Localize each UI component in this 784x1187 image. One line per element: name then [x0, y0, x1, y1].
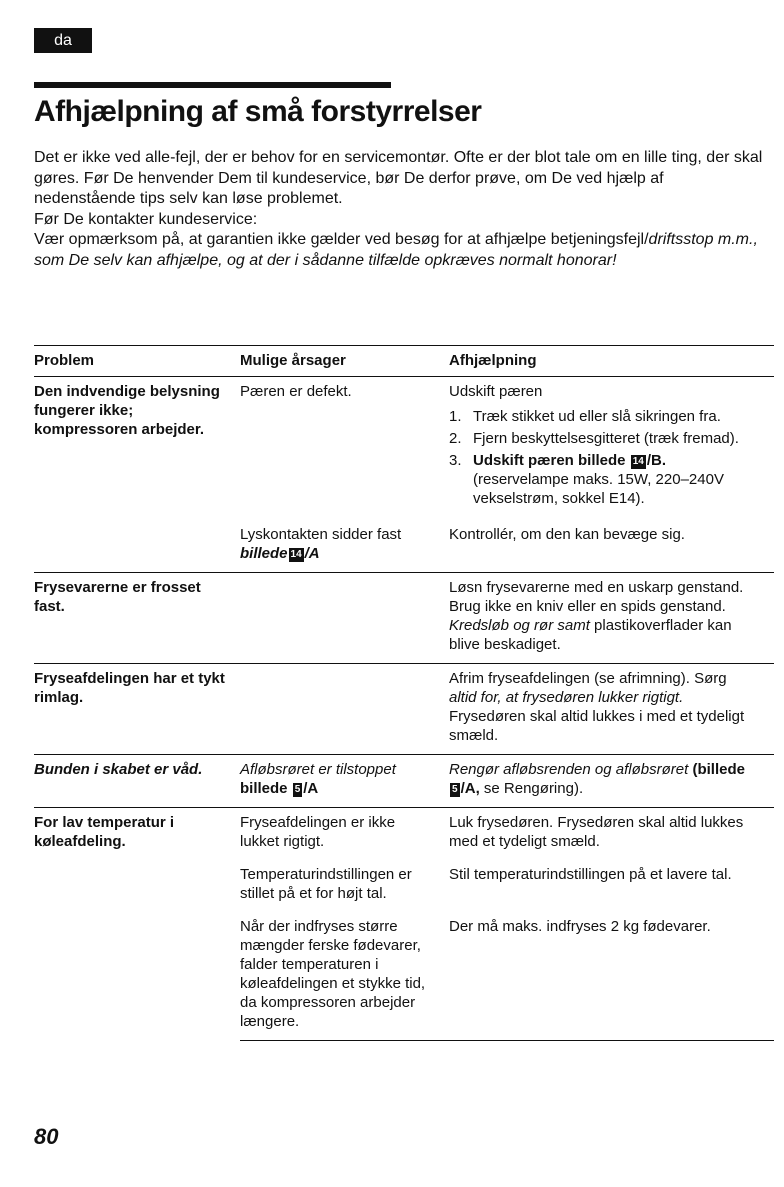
cause-cell [240, 520, 449, 573]
figure-ref-suffix: /A [303, 780, 319, 797]
cause-cell [240, 573, 449, 664]
remedy-cell: Stil temperaturindstillingen på et lavere tal. [449, 866, 732, 883]
cause-cell: Temperaturindstillingen er stillet på et for højt tal. [240, 866, 412, 902]
troubleshooting-table [34, 345, 774, 1041]
step-number: 3. [449, 452, 462, 469]
cause-cell: Når der indfryses større mængder ferske fødevarer, falder temperaturen i køleafdelingen et stykke tid, da kompressoren arbejder længere. [240, 912, 449, 1041]
step-text-group [473, 451, 760, 508]
column-header-remedy: Afhjælpning [449, 346, 774, 377]
language-badge: da [34, 28, 92, 53]
figure-ref-suffix: /A [304, 545, 320, 562]
table-row [34, 808, 774, 861]
remedy-text: plastikoverflader kan blive beskadiget. [449, 617, 732, 653]
step-text: Udskift pæren billede [473, 452, 626, 469]
table-row [34, 664, 774, 755]
page-number: 80 [34, 1124, 59, 1149]
remedy-text-italic: altid for, at frysedøren lukker rigtigt. [449, 689, 684, 706]
cause-cell [240, 755, 449, 808]
remedy-text: Udskift pæren [449, 383, 543, 400]
cause-cell: Pæren er defekt. [240, 383, 352, 400]
problem-cell: For lav temperatur i køleafdeling. [34, 808, 240, 1041]
table-header-row [34, 346, 774, 377]
step-item [449, 451, 760, 508]
remedy-ref-label: (billede [692, 761, 745, 778]
figure-ref-suffix: /A, [460, 780, 480, 797]
remedy-cell: Der må maks. indfryses 2 kg fødevarer. [449, 912, 774, 1041]
intro-note-text: Vær opmærksom på, at garantien ikke gælder ved besøg for at afhjælpe betjeningsfejl/ [34, 231, 649, 248]
step-number: 2. [449, 430, 462, 447]
intro-paragraph: Det er ikke ved alle-fejl, der er behov for en servicemontør. Ofte er der blot tale om en lille ting, der skal gøres. Før De henvender Dem til kundeservice, bør De derfor prøve, om De ved hjælp af nedenstående tips selv kan løse problemet. [34, 149, 763, 207]
step-item [449, 429, 760, 448]
step-number: 1. [449, 408, 462, 425]
step-text: (reservelampe maks. 15W, 220–240V vekselstrøm, sokkel E14). [473, 471, 724, 507]
figure-ref-icon: 14 [290, 549, 302, 560]
title-rule [34, 82, 391, 88]
column-header-causes: Mulige årsager [240, 346, 449, 377]
step-item [449, 407, 760, 426]
step-text: Træk stikket ud eller slå sikringen fra. [473, 408, 721, 425]
remedy-text: Løsn frysevarerne med en uskarp genstand. Brug ikke en kniv eller en spids genstand. [449, 579, 744, 615]
remedy-cell: Kontrollér, om den kan bevæge sig. [449, 526, 685, 543]
cause-cell: Fryseafdelingen er ikke lukket rigtigt. [240, 808, 449, 861]
table-row [34, 573, 774, 664]
remedy-text-italic: Rengør afløbsrenden og afløbsrøret [449, 761, 689, 778]
cause-cell [240, 664, 449, 755]
figure-ref-icon: 5 [452, 784, 458, 795]
remedy-text: se Rengøring). [483, 780, 584, 797]
table-row [34, 755, 774, 808]
cause-ref-label: billede [240, 780, 288, 797]
remedy-text-italic: Kredsløb og rør samt [449, 617, 590, 634]
remedy-text: Afrim fryseafdelingen (se afrimning). Sørg [449, 670, 727, 687]
cause-ref-label: billede [240, 545, 288, 562]
remedy-cell [449, 573, 774, 664]
figure-ref-icon: 5 [294, 784, 301, 795]
intro-note-italic: driftsstop m.m., som De selv kan afhjælpe, og at der i sådanne tilfælde opkræves normalt honorar! [34, 231, 758, 269]
page-title: Afhjælpning af små forstyrrelser [34, 95, 482, 128]
problem-text: Fryseafdelingen har et tykt rimlag. [34, 670, 225, 706]
remedy-cell [449, 664, 774, 755]
intro-text [34, 148, 769, 271]
problem-cell: Bunden i skabet er våd. [34, 755, 240, 808]
remedy-cell: Luk frysedøren. Frysedøren skal altid lukkes med et tydeligt smæld. [449, 808, 774, 861]
table-row [34, 377, 774, 521]
remedy-steps [449, 407, 760, 508]
figure-ref-icon: 14 [632, 456, 644, 467]
intro-warranty-note [34, 230, 769, 271]
remedy-cell [449, 377, 774, 521]
remedy-text: Frysedøren skal altid lukkes i med et tydeligt smæld. [449, 708, 745, 744]
cause-text: Afløbsrøret er tilstoppet [240, 761, 396, 778]
problem-cell: Den indvendige belysning fungerer ikke; kompressoren arbejder. [34, 383, 220, 438]
problem-cell: Frysevarerne er frosset fast. [34, 573, 240, 664]
remedy-cell [449, 755, 774, 808]
step-text: Fjern beskyttelsesgitteret (træk fremad). [473, 430, 739, 447]
intro-paragraph: Før De kontakter kundeservice: [34, 210, 258, 228]
cause-text: Lyskontakten sidder fast [240, 526, 402, 543]
column-header-problem: Problem [34, 346, 240, 377]
problem-cell [34, 664, 240, 755]
figure-ref-suffix: /B. [646, 452, 666, 469]
